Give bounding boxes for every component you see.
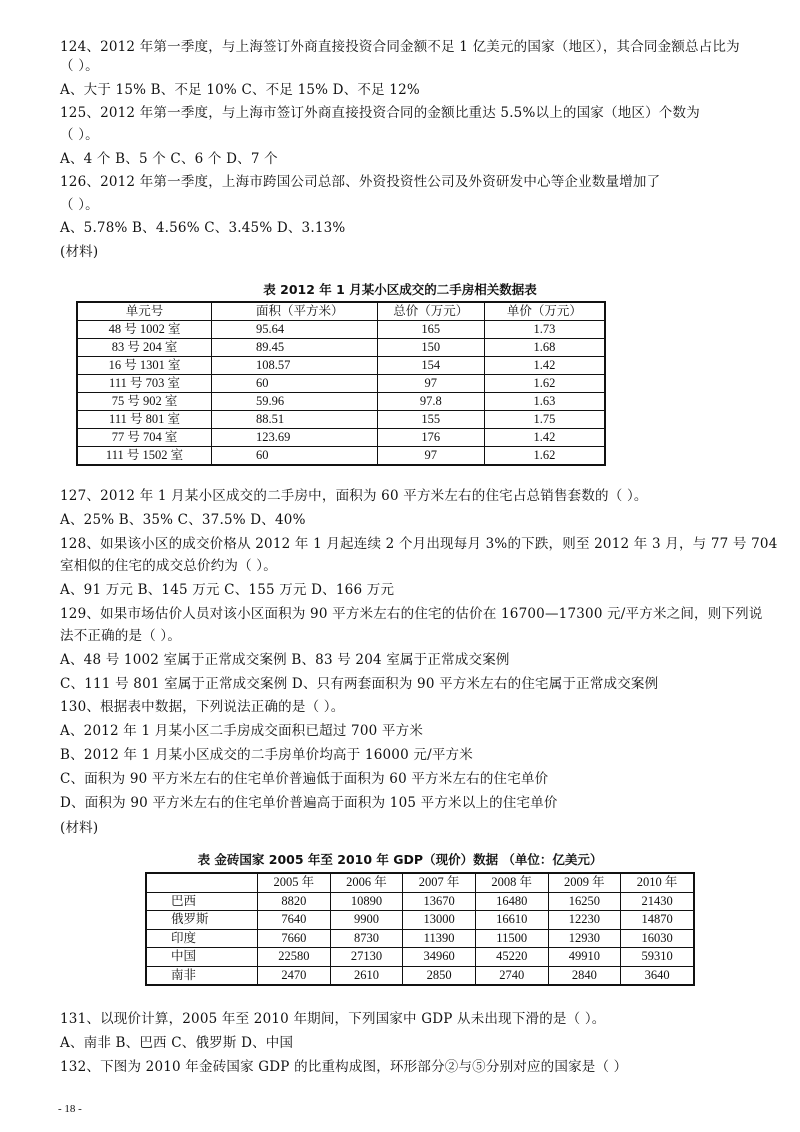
table2-header-cell: 2008 年	[475, 873, 548, 892]
table-cell: 165	[377, 321, 484, 339]
table-row	[77, 339, 605, 357]
table-cell: 111 号 801 室	[77, 411, 212, 429]
country-cell: 俄罗斯	[146, 911, 258, 930]
table-row	[77, 447, 605, 466]
table-cell: 111 号 1502 室	[77, 447, 212, 466]
table2	[145, 872, 695, 986]
table-cell: 3640	[621, 966, 694, 985]
table-cell: 2850	[403, 966, 476, 985]
table-cell: 1.73	[484, 321, 605, 339]
table-cell: 1.75	[484, 411, 605, 429]
table-cell: 97	[377, 447, 484, 466]
q126-blank: （ ）。	[60, 197, 99, 213]
table-cell: 97.8	[377, 393, 484, 411]
country-cell: 印度	[146, 929, 258, 948]
table-cell: 49910	[548, 948, 621, 967]
q129-stem-cont: 法不正确的是（ ）。	[60, 628, 182, 644]
table1-header-row	[77, 302, 605, 321]
q124-options: A、大于 15% B、不足 10% C、不足 15% D、不足 12%	[60, 82, 420, 98]
material-label-1: (材料)	[60, 244, 99, 260]
table-cell: 89.45	[212, 339, 378, 357]
table-cell: 16250	[548, 892, 621, 911]
table-cell: 60	[212, 447, 378, 466]
table-cell: 13670	[403, 892, 476, 911]
q130-option-a: A、2012 年 1 月某小区二手房成交面积已超过 700 平方米	[60, 723, 424, 739]
table-cell: 150	[377, 339, 484, 357]
table-cell: 2840	[548, 966, 621, 985]
table-row	[146, 892, 694, 911]
table-row	[146, 911, 694, 930]
table-cell: 48 号 1002 室	[77, 321, 212, 339]
table-cell: 2470	[258, 966, 331, 985]
table-cell: 12930	[548, 929, 621, 948]
q128-stem: 128、如果该小区的成交价格从 2012 年 1 月起连续 2 个月出现每月 3%的下跌，则至 2012 年 3 月，与 77 号 704	[60, 536, 778, 552]
table1-header-cell: 总价（万元）	[377, 302, 484, 321]
table2-header-cell: 2009 年	[548, 873, 621, 892]
table-cell: 34960	[403, 948, 476, 967]
table-cell: 60	[212, 375, 378, 393]
q130-option-b: B、2012 年 1 月某小区成交的二手房单价均高于 16000 元/平方米	[60, 747, 473, 763]
table-cell: 11500	[475, 929, 548, 948]
table-cell: 16610	[475, 911, 548, 930]
table-cell: 1.62	[484, 447, 605, 466]
table-cell: 7660	[258, 929, 331, 948]
table-cell: 155	[377, 411, 484, 429]
table-row	[77, 321, 605, 339]
material-label-2: (材料)	[60, 820, 99, 836]
table-cell: 11390	[403, 929, 476, 948]
table-cell: 83 号 204 室	[77, 339, 212, 357]
q126-stem: 126、2012 年第一季度，上海市跨国公司总部、外资投资性公司及外资研发中心等企业数量增加了	[60, 174, 661, 190]
q128-options: A、91 万元 B、145 万元 C、155 万元 D、166 万元	[60, 582, 395, 598]
q131-options: A、南非 B、巴西 C、俄罗斯 D、中国	[60, 1035, 294, 1051]
table-cell: 97	[377, 375, 484, 393]
table-cell: 111 号 703 室	[77, 375, 212, 393]
q129-stem: 129、如果市场估价人员对该小区面积为 90 平方米左右的住宅的估价在 16700—17300 元/平方米之间，则下列说	[60, 606, 763, 622]
table-cell: 95.64	[212, 321, 378, 339]
page-number: - 18 -	[58, 1103, 82, 1115]
table-row	[146, 948, 694, 967]
table1-header-cell: 单价（万元）	[484, 302, 605, 321]
table2-header-cell: 2006 年	[330, 873, 403, 892]
table-cell: 75 号 902 室	[77, 393, 212, 411]
table-row	[77, 429, 605, 447]
q129-options-ab: A、48 号 1002 室属于正常成交案例 B、83 号 204 室属于正常成交案例	[60, 652, 510, 668]
table-cell: 88.51	[212, 411, 378, 429]
country-cell: 南非	[146, 966, 258, 985]
table-row	[77, 411, 605, 429]
q130-option-d: D、面积为 90 平方米左右的住宅单价普遍高于面积为 105 平方米以上的住宅单价	[60, 795, 558, 811]
table-row	[146, 966, 694, 985]
country-cell: 中国	[146, 948, 258, 967]
table-cell: 21430	[621, 892, 694, 911]
q132-stem: 132、下图为 2010 年金砖国家 GDP 的比重构成图，环形部分②与⑤分别对应的国家是（ ）	[60, 1059, 628, 1075]
table-cell: 59.96	[212, 393, 378, 411]
q130-option-c: C、面积为 90 平方米左右的住宅单价普遍低于面积为 60 平方米左右的住宅单价	[60, 771, 549, 787]
table-cell: 10890	[330, 892, 403, 911]
table-cell: 1.62	[484, 375, 605, 393]
q127-stem: 127、2012 年 1 月某小区成交的二手房中，面积为 60 平方米左右的住宅占总销售套数的（ ）。	[60, 488, 648, 504]
country-cell: 巴西	[146, 892, 258, 911]
table-cell: 123.69	[212, 429, 378, 447]
table-row	[146, 929, 694, 948]
q126-options: A、5.78% B、4.56% C、3.45% D、3.13%	[60, 220, 346, 236]
q127-options: A、25% B、35% C、37.5% D、40%	[60, 512, 306, 528]
table-cell: 14870	[621, 911, 694, 930]
q124-stem: 124、2012 年第一季度，与上海签订外商直接投资合同金额不足 1 亿美元的国家（地区），其合同金额总占比为	[60, 39, 740, 55]
table-cell: 27130	[330, 948, 403, 967]
table-cell: 13000	[403, 911, 476, 930]
table-cell: 8820	[258, 892, 331, 911]
table-cell: 77 号 704 室	[77, 429, 212, 447]
table-cell: 1.63	[484, 393, 605, 411]
table-cell: 8730	[330, 929, 403, 948]
q125-blank: （ ）。	[60, 127, 99, 143]
table-row	[77, 393, 605, 411]
table2-header-cell: 2005 年	[258, 873, 331, 892]
table-cell: 1.42	[484, 357, 605, 375]
table-cell: 9900	[330, 911, 403, 930]
q131-stem: 131、以现价计算，2005 年至 2010 年期间，下列国家中 GDP 从未出现下滑的是（ ）。	[60, 1011, 606, 1027]
table-cell: 2610	[330, 966, 403, 985]
table2-header-cell: 2007 年	[403, 873, 476, 892]
table-cell: 154	[377, 357, 484, 375]
table-cell: 108.57	[212, 357, 378, 375]
table2-header-cell	[146, 873, 258, 892]
table-cell: 1.68	[484, 339, 605, 357]
table-cell: 7640	[258, 911, 331, 930]
q125-stem: 125、2012 年第一季度，与上海市签订外商直接投资合同的金额比重达 5.5%以上的国家（地区）个数为	[60, 105, 700, 121]
table1-title: 表 2012 年 1 月某小区成交的二手房相关数据表	[263, 282, 537, 297]
table-cell: 2740	[475, 966, 548, 985]
table-cell: 176	[377, 429, 484, 447]
q129-options-cd: C、111 号 801 室属于正常成交案例 D、只有两套面积为 90 平方米左右的住宅属于正常成交案例	[60, 676, 659, 692]
q125-options: A、4 个 B、5 个 C、6 个 D、7 个	[60, 151, 278, 167]
table-row	[77, 375, 605, 393]
q128-stem-cont: 室相似的住宅的成交总价约为（ ）。	[60, 558, 277, 574]
table1-header-cell: 单元号	[77, 302, 212, 321]
table-cell: 1.42	[484, 429, 605, 447]
table-cell: 16 号 1301 室	[77, 357, 212, 375]
q124-blank: （ ）。	[60, 58, 99, 74]
table1	[76, 301, 606, 466]
q130-stem: 130、根据表中数据，下列说法正确的是（ ）。	[60, 699, 345, 715]
table-cell: 16480	[475, 892, 548, 911]
table-cell: 16030	[621, 929, 694, 948]
table-cell: 45220	[475, 948, 548, 967]
table2-header-cell: 2010 年	[621, 873, 694, 892]
table2-header-row	[146, 873, 694, 892]
table-cell: 59310	[621, 948, 694, 967]
table-cell: 22580	[258, 948, 331, 967]
table-row	[77, 357, 605, 375]
table2-title: 表 金砖国家 2005 年至 2010 年 GDP（现价）数据 （单位：亿美元）	[197, 852, 603, 867]
table1-header-cell: 面积（平方米）	[212, 302, 378, 321]
table-cell: 12230	[548, 911, 621, 930]
